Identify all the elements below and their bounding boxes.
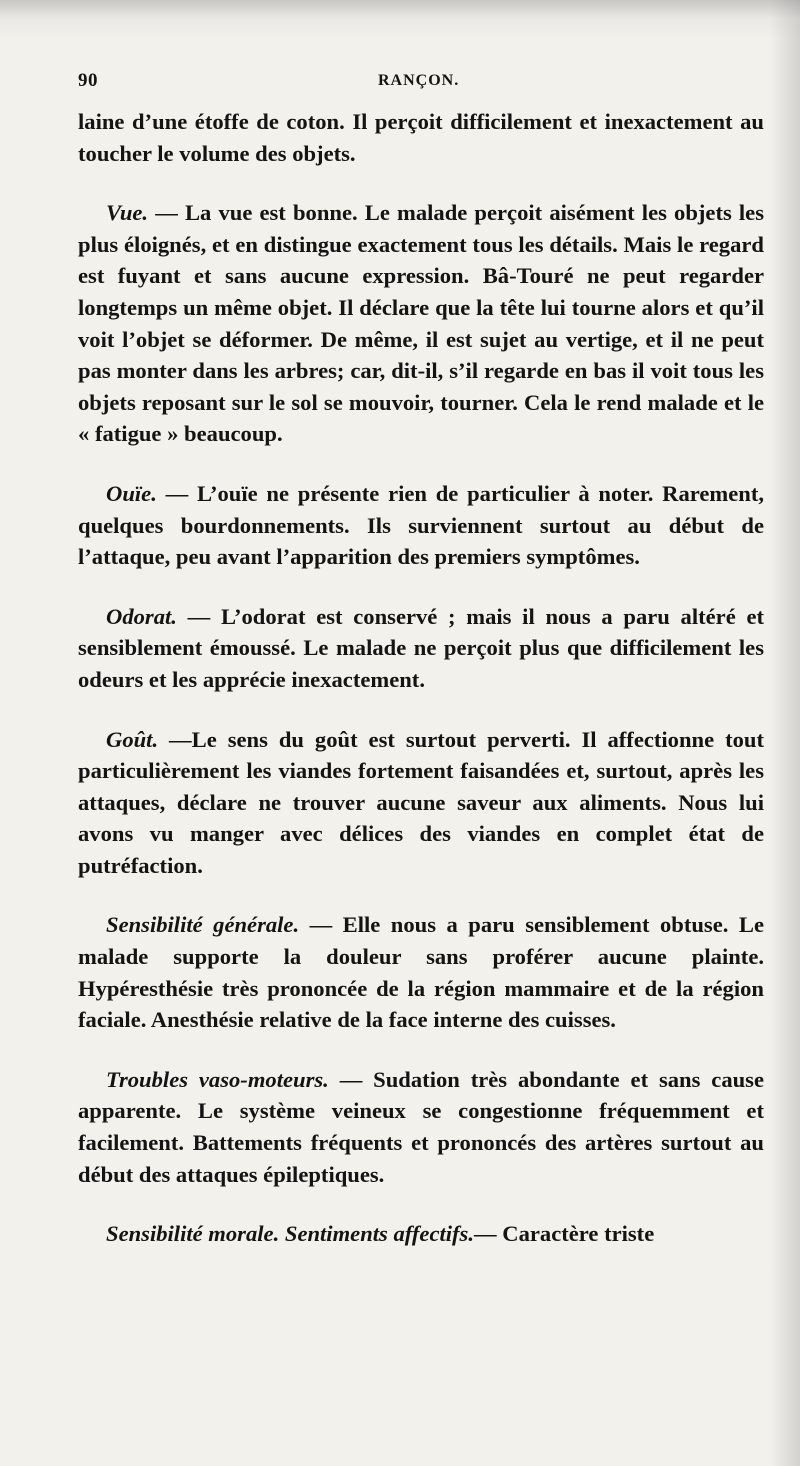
- heading-separator: —: [328, 1066, 374, 1092]
- section-heading: Troubles vaso-moteurs.: [106, 1066, 329, 1092]
- heading-separator: —: [299, 912, 343, 938]
- page-number: 90: [78, 70, 98, 91]
- paragraph-odorat: [78, 601, 764, 696]
- heading-separator: —: [474, 1221, 503, 1247]
- paragraph-text: Elle nous a paru sensiblement obtuse. Le malade supporte la douleur sans proférer aucune plainte. Hypéresthésie très prononcée de la région mammaire et de la région faciale. Anesthésie relative de la face interne des cuisses.: [78, 912, 764, 1033]
- heading-separator: —: [158, 726, 192, 752]
- page-header: [78, 70, 762, 96]
- section-heading: Odorat.: [106, 603, 177, 629]
- paragraph-ouie: [78, 478, 764, 573]
- paragraph-gout: [78, 724, 764, 882]
- heading-separator: —: [148, 200, 185, 226]
- running-title: RANÇON.: [378, 72, 460, 89]
- paragraph-troubles-vaso-moteurs: [78, 1064, 764, 1190]
- body-text: [78, 106, 764, 1250]
- paragraph-sensibilite-generale: [78, 909, 764, 1035]
- paragraph-text: La vue est bonne. Le malade perçoit aisément les objets les plus éloignés, et en distingue exactement tous les détails. Mais le regard est fuyant et sans aucune expression. Bâ-Touré ne peut regarder longtemps un même objet. Il déclare que la tête lui tourne alors et qu’il voit l’objet se déformer. De même, il est sujet au vertige, et il ne peut pas monter dans les arbres; car, dit-il, s’il regarde en bas il voit tous les objets reposant sur le sol se mouvoir, tourner. Cela le rend malade et le « fatigue » beaucoup.: [78, 200, 764, 447]
- section-heading: Sensibilité générale.: [106, 912, 300, 938]
- heading-separator: —: [156, 480, 197, 506]
- paragraph-text: L’odorat est conservé ; mais il nous a paru altéré et sensiblement émoussé. Le malade ne perçoit plus que difficilement les odeurs et les apprécie inexactement.: [78, 603, 765, 692]
- paragraph-vue: [78, 197, 764, 450]
- section-heading: Vue.: [106, 200, 149, 226]
- paragraph-text: Le sens du goût est surtout perverti. Il affectionne tout particulièrement les viandes fortement faisandées et, surtout, après les attaques, déclare ne trouver aucune saveur aux aliments. Nous lui avons vu manger avec délices des viandes en complet état de putréfaction.: [78, 726, 764, 878]
- heading-separator: —: [176, 603, 221, 629]
- section-heading: Sensibilité morale. Sentiments affectifs.: [106, 1221, 474, 1247]
- paragraph-text: Sudation très abondante et sans cause apparente. Le système veineux se congestionne fréquemment et facilement. Battements fréquents et prononcés des artères surtout au début des attaques épileptiques.: [78, 1066, 765, 1187]
- paragraph-text: Caractère triste: [502, 1221, 655, 1247]
- paragraph-continuation: [78, 106, 764, 169]
- section-heading: Ouïe.: [106, 480, 157, 506]
- paragraph-sensibilite-morale: [78, 1218, 764, 1250]
- section-heading: Goût.: [106, 726, 159, 752]
- paragraph-text: laine d’une étoffe de coton. Il perçoit difficilement et inexactement au toucher le volume des objets.: [78, 109, 764, 166]
- paragraph-text: L’ouïe ne présente rien de particulier à noter. Rarement, quelques bourdonnements. Ils surviennent surtout au début de l’attaque, peu avant l’apparition des premiers symptômes.: [78, 480, 764, 570]
